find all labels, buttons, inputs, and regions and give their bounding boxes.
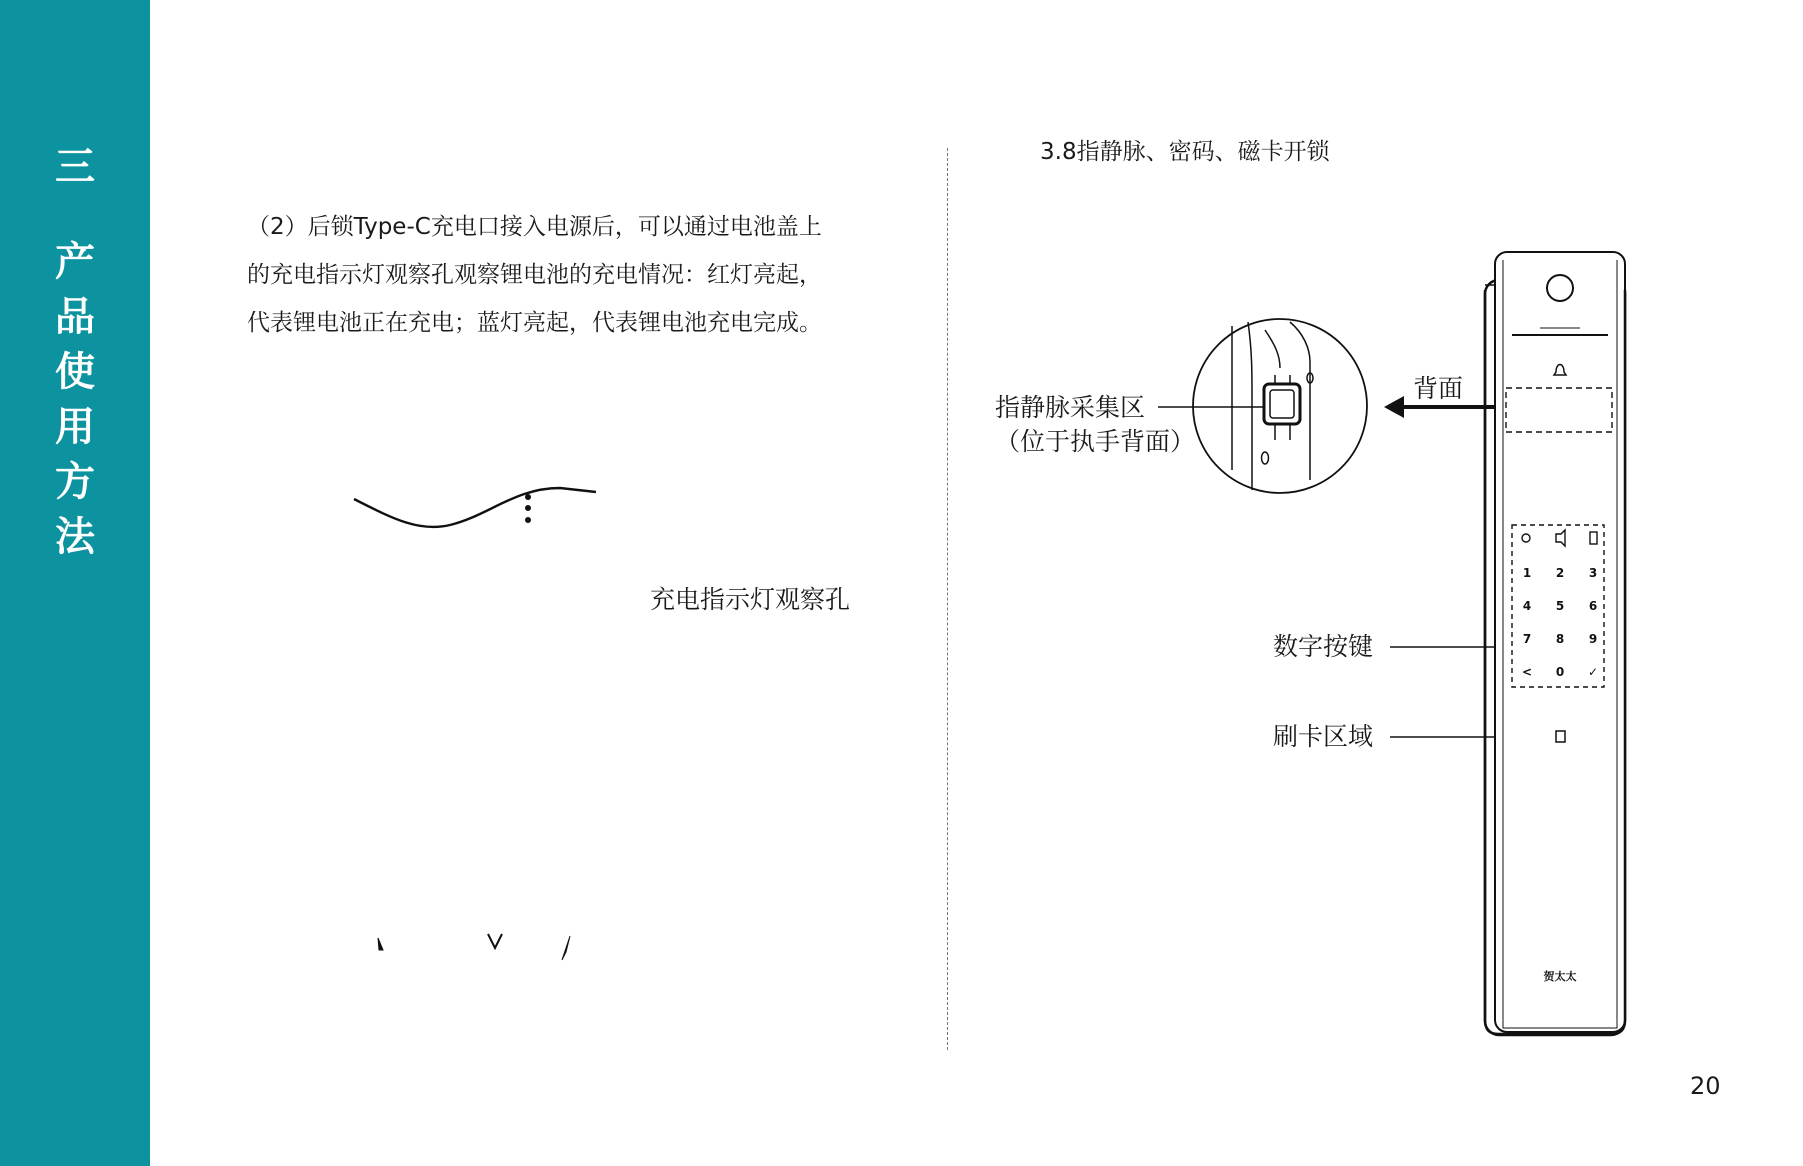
vein-area-note: （位于执手背面） xyxy=(995,427,1196,456)
keypad-key: 7 xyxy=(1522,632,1532,646)
vein-zoom-circle xyxy=(1193,319,1367,493)
keypad-key: ✓ xyxy=(1587,665,1599,679)
brand-logo: 贺太太 xyxy=(1543,970,1577,983)
chapter-char: 用 xyxy=(55,404,95,450)
chapter-char: 品 xyxy=(55,294,95,340)
card-area-label: 刷卡区域 xyxy=(1273,722,1374,751)
chapter-char: 使 xyxy=(55,349,95,395)
callout-lines xyxy=(1158,407,1553,737)
keypad-key: 2 xyxy=(1555,566,1565,580)
chapter-char: 法 xyxy=(55,514,95,560)
indicator-hole-label: 充电指示灯观察孔 xyxy=(650,585,851,614)
keypad-key: 9 xyxy=(1588,632,1598,646)
keypad-label: 数字按键 xyxy=(1273,632,1374,661)
section-title: 3.8指静脉、密码、磁卡开锁 xyxy=(1040,139,1330,165)
keypad-key: 3 xyxy=(1588,566,1598,580)
keypad-key: 6 xyxy=(1588,599,1598,613)
keypad-key: 1 xyxy=(1522,566,1532,580)
keypad-key: 0 xyxy=(1555,665,1565,679)
keypad-key: 8 xyxy=(1555,632,1565,646)
paragraph-line: 代表锂电池正在充电；蓝灯亮起，代表锂电池充电完成。 xyxy=(247,310,822,336)
battery-cover-drawing xyxy=(354,488,596,527)
vein-area-title: 指静脉采集区 xyxy=(995,393,1146,422)
chapter-char: 产 xyxy=(55,239,95,285)
vein-area-label xyxy=(995,391,1195,459)
column-divider xyxy=(947,148,948,1050)
keypad-key: < xyxy=(1521,665,1533,679)
paragraph-line: （2）后锁Type-C充电口接入电源后，可以通过电池盖上 xyxy=(247,214,822,240)
back-side-label: 背面 xyxy=(1413,374,1464,403)
keypad-key: 4 xyxy=(1522,599,1532,613)
chapter-number: 三 xyxy=(55,144,95,190)
page-number: 20 xyxy=(1690,1072,1721,1100)
chapter-char: 方 xyxy=(55,459,95,505)
battery-cover-bottom-marks xyxy=(378,934,570,960)
paragraph-line: 的充电指示灯观察孔观察锂电池的充电情况：红灯亮起， xyxy=(247,262,822,288)
keypad-key: 5 xyxy=(1555,599,1565,613)
